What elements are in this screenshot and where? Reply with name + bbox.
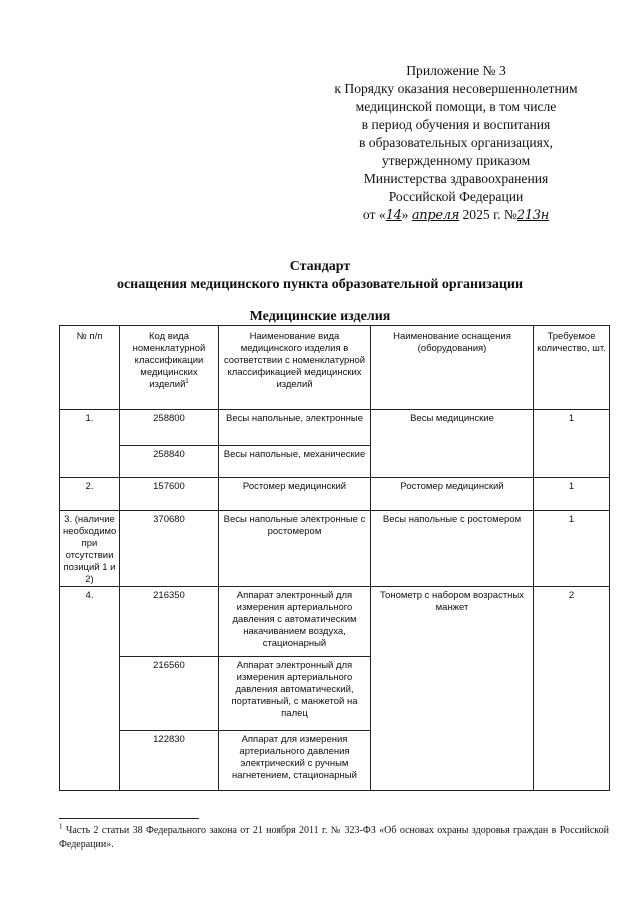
table-header-row [60,326,610,410]
cell-code: 258800 [120,410,219,446]
footnote-ref: 1 [185,378,189,385]
date-year: 2025 г. № [462,207,517,222]
cell-qty: 1 [534,478,610,511]
cell-name: Аппарат электронный для измерения артериального давления с автоматическим накачиванием воздуха, стационарный [219,587,371,657]
cell-code: 216560 [120,657,219,731]
header-name: Наименование вида медицинского изделия в соответствии с номенклатурной классификацией медицинских изделий [219,326,371,410]
appendix-line: в образовательных организациях, [358,135,554,150]
date-mid: » [401,207,409,222]
header-qty: Требуемое количество, шт. [534,326,610,410]
date-month: апреля [411,208,460,223]
equipment-table [59,325,610,791]
cell-num: 2. [60,478,120,511]
cell-name: Аппарат электронный для измерения артериального давления автоматический, портативный, с манжетой на палец [219,657,371,731]
cell-code: 216350 [120,587,219,657]
cell-num: 4. [60,587,120,791]
appendix-line: Российской Федерации [388,189,524,204]
cell-equipment: Весы медицинские [371,410,534,478]
appendix-line: Приложение № 3 [406,63,506,78]
cell-num: 3. (наличие необходимо при отсутствии позиций 1 и 2) [60,511,120,587]
header-code-text: Код вида номенклатурной классификации медицинских изделий [132,331,206,390]
cell-code: 370680 [120,511,219,587]
appendix-line: в период обучения и воспитания [361,117,551,132]
footnote-marker: 1 [59,822,63,831]
table-row [60,410,610,446]
date-prefix: от « [362,207,386,222]
cell-equipment: Весы напольные с ростомером [371,511,534,587]
cell-qty: 1 [534,410,610,478]
cell-qty: 1 [534,511,610,587]
order-number: 213н [516,208,550,223]
order-date-line [330,206,582,225]
document-subtitle: оснащения медицинского пункта образовательной организации [116,277,524,292]
table-row [60,511,610,587]
cell-name: Весы напольные, электронные [219,410,371,446]
appendix-line: утвержденному приказом [381,153,531,168]
date-day: 14 [385,208,402,223]
header-equipment: Наименование оснащения (оборудования) [371,326,534,410]
header-num: № п/п [60,326,120,410]
cell-name: Весы напольные электронные с ростомером [219,511,371,587]
appendix-line: к Порядку оказания несовершеннолетним [334,81,578,96]
cell-name: Весы напольные, механические [219,446,371,478]
cell-num: 1. [60,410,120,478]
appendix-line: Министерства здравоохранения [363,171,549,186]
appendix-line: медицинской помощи, в том числе [355,99,557,114]
header-code [120,326,219,410]
cell-equipment: Тонометр с набором возрастных манжет [371,587,534,791]
cell-equipment: Ростомер медицинский [371,478,534,511]
table-row [60,478,610,511]
cell-code: 122830 [120,731,219,791]
footnote-separator [59,818,199,819]
cell-name: Аппарат для измерения артериального давления электрический с ручным нагнетением, стационарный [219,731,371,791]
section-title: Медицинские изделия [249,309,391,324]
cell-qty: 2 [534,587,610,791]
footnote-text: Часть 2 статьи 38 Федерального закона от 21 ноября 2011 г. № 323-ФЗ «Об основах охраны здоровья граждан в Российской Федерации». [59,825,609,850]
appendix-header [330,62,582,225]
cell-name: Ростомер медицинский [219,478,371,511]
table-row [60,587,610,657]
document-title: Стандарт [289,259,351,274]
cell-code: 157600 [120,478,219,511]
cell-code: 258840 [120,446,219,478]
footnote [59,824,609,852]
